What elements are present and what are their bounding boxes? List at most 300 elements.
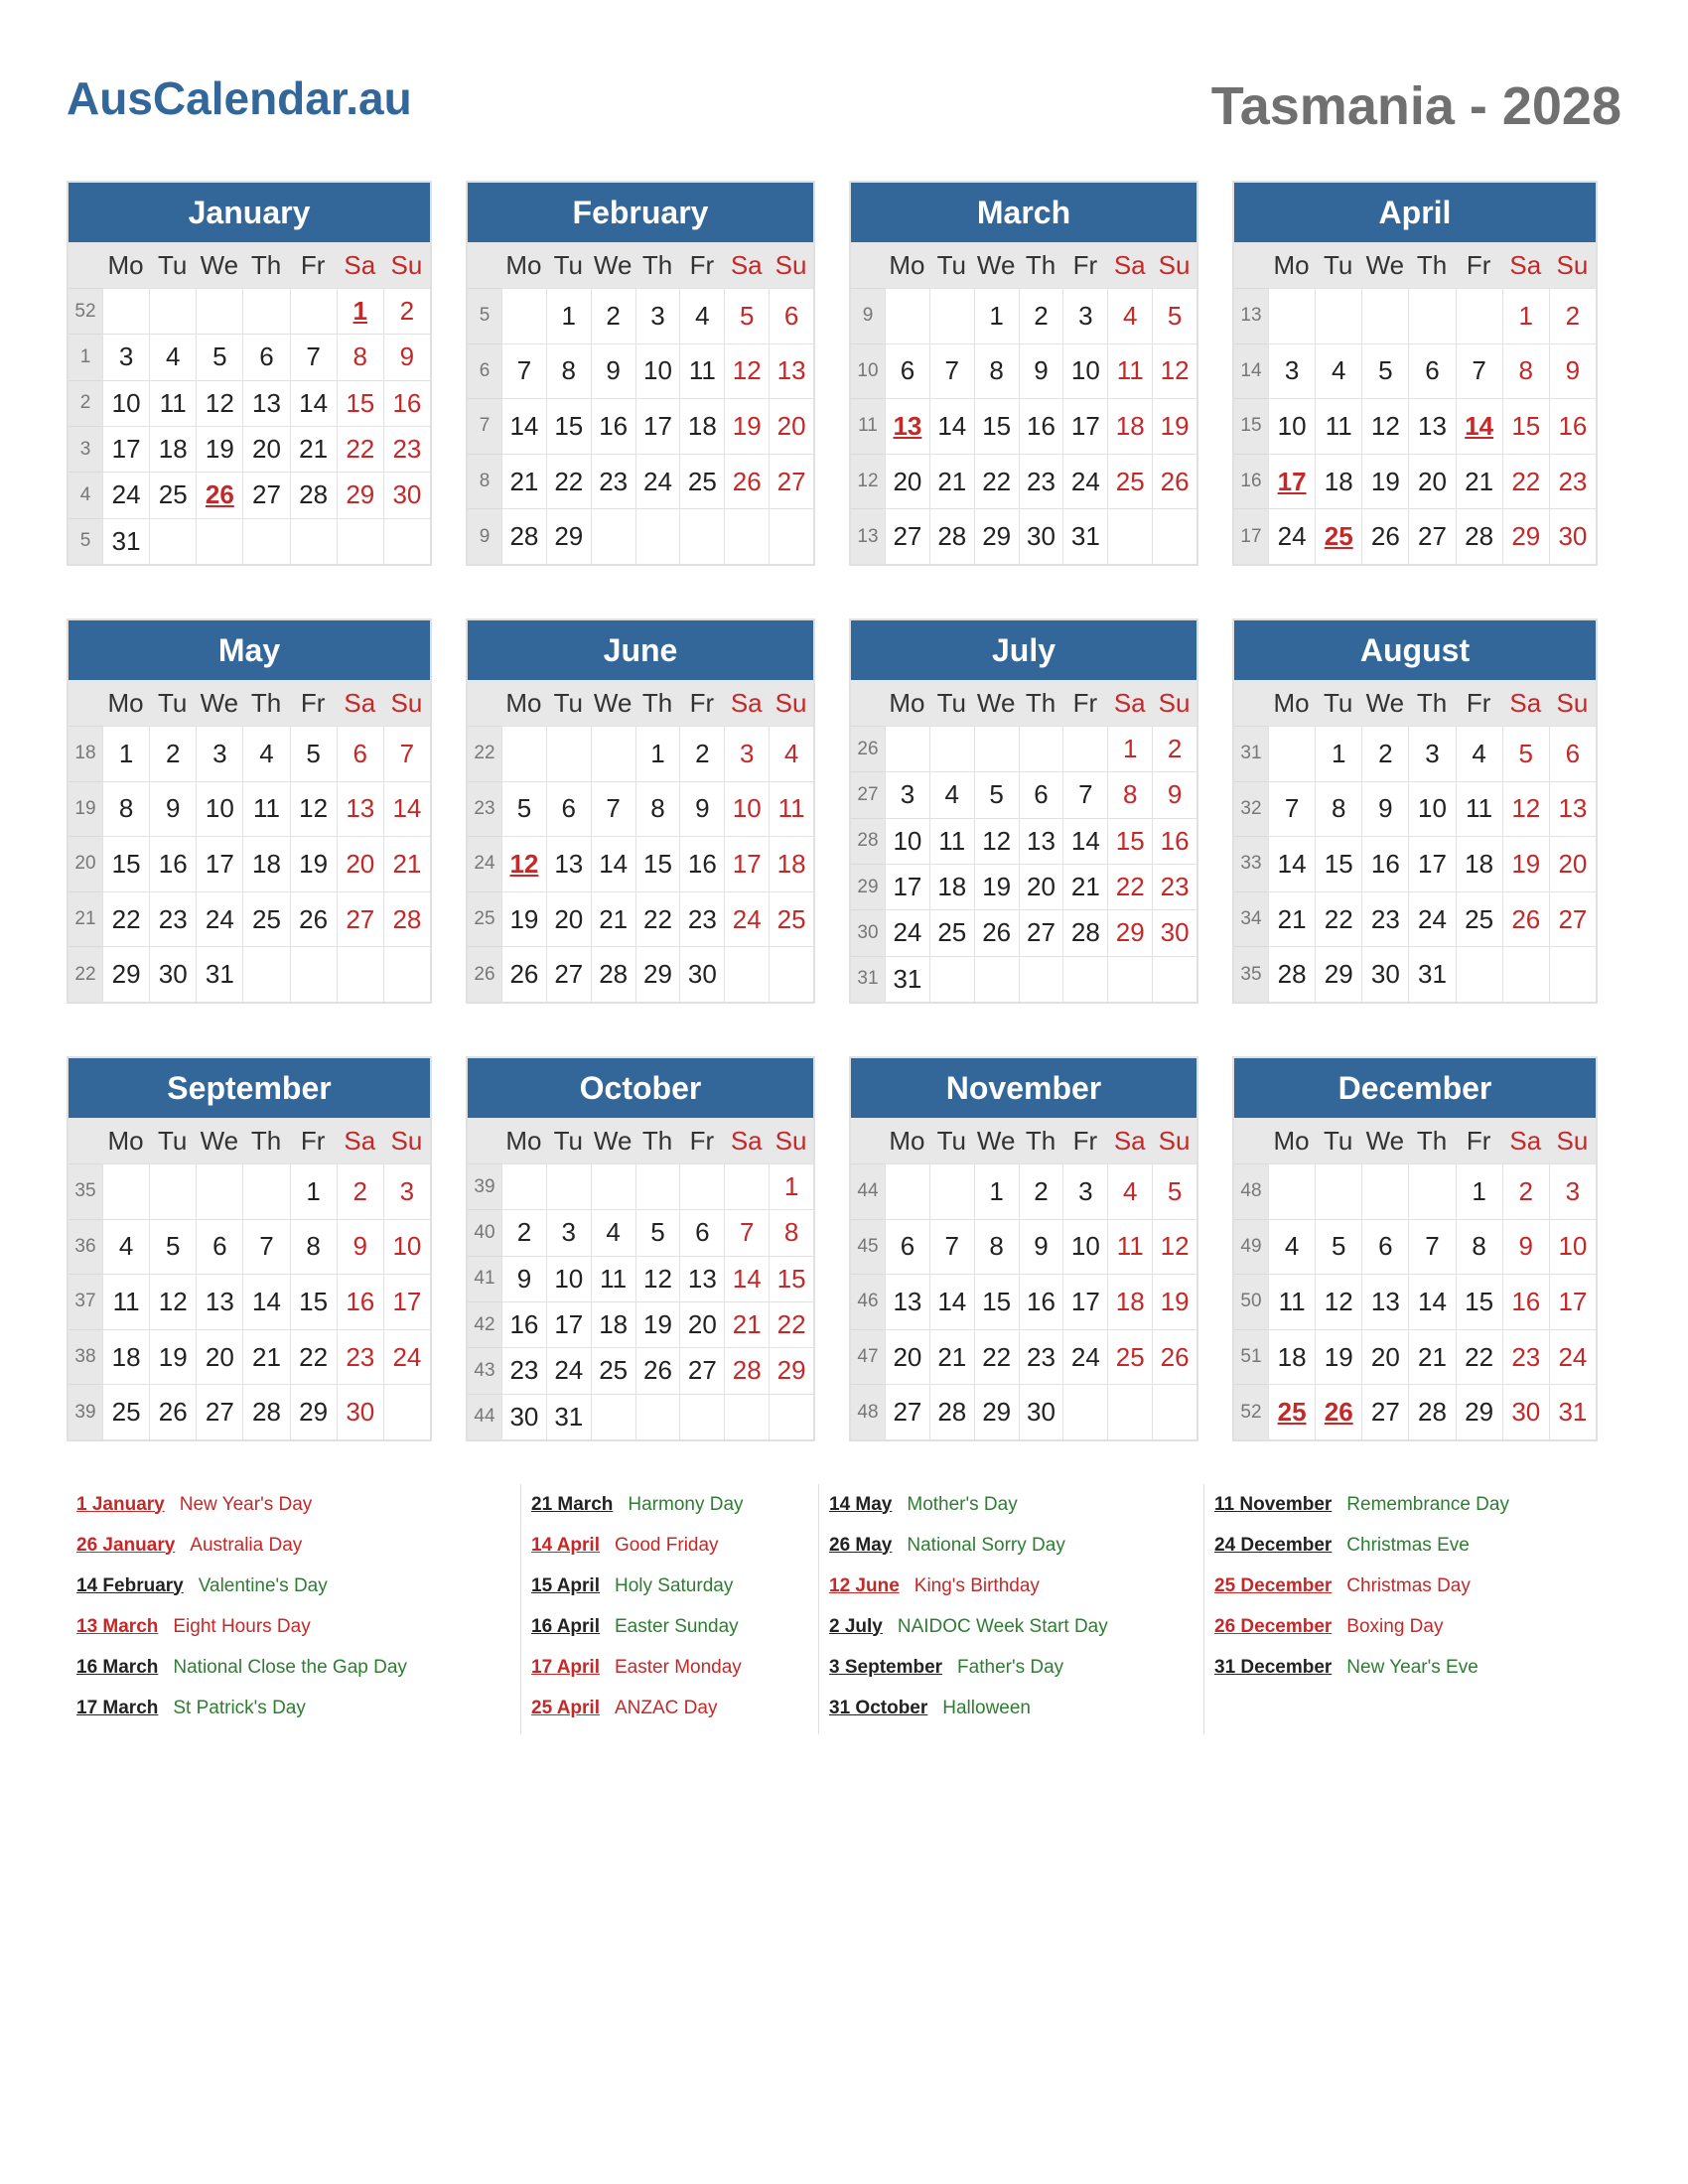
day-cell[interactable]: 21	[724, 1301, 769, 1347]
day-cell[interactable]: 30	[1152, 909, 1196, 955]
day-cell[interactable]: 25	[102, 1384, 149, 1439]
day-cell[interactable]: 27	[1019, 909, 1063, 955]
site-logo[interactable]: AusCalendar.au	[67, 72, 412, 124]
day-cell[interactable]: 15	[635, 836, 680, 891]
day-cell[interactable]: 18	[769, 836, 813, 891]
day-cell[interactable]: 8	[290, 1219, 337, 1275]
day-cell[interactable]: 22	[1315, 891, 1361, 947]
day-cell[interactable]: 15	[1502, 398, 1549, 454]
day-cell[interactable]: 2	[1019, 288, 1063, 343]
day-cell[interactable]: 14	[929, 398, 974, 454]
day-cell[interactable]: 16	[1019, 1274, 1063, 1329]
day-cell[interactable]: 14	[242, 1274, 289, 1329]
day-cell[interactable]: 11	[591, 1256, 635, 1301]
holiday-date-link[interactable]: 12 June	[829, 1574, 900, 1596]
day-cell[interactable]: 22	[290, 1329, 337, 1385]
day-cell[interactable]: 26	[1152, 454, 1196, 509]
day-cell[interactable]: 10	[724, 781, 769, 837]
day-cell[interactable]: 18	[149, 426, 196, 472]
day-cell[interactable]: 4	[149, 334, 196, 379]
day-cell[interactable]: 25	[769, 891, 813, 947]
day-cell[interactable]: 23	[1019, 454, 1063, 509]
day-cell[interactable]: 19	[974, 864, 1019, 909]
holiday-date-link[interactable]: 15 April	[531, 1574, 600, 1596]
day-cell[interactable]: 23	[1152, 864, 1196, 909]
day-cell[interactable]: 23	[591, 454, 635, 509]
day-cell[interactable]: 29	[1502, 508, 1549, 564]
day-cell[interactable]: 23	[1502, 1329, 1549, 1385]
day-cell[interactable]: 9	[1152, 771, 1196, 817]
day-cell[interactable]: 2	[1502, 1163, 1549, 1219]
day-cell[interactable]: 11	[102, 1274, 149, 1329]
day-cell[interactable]: 8	[337, 334, 383, 379]
day-cell[interactable]: 7	[1456, 343, 1502, 399]
day-cell[interactable]: 6	[679, 1209, 724, 1255]
day-cell[interactable]: 28	[242, 1384, 289, 1439]
day-cell[interactable]: 3	[1062, 288, 1107, 343]
day-cell[interactable]: 17	[102, 426, 149, 472]
holiday-date-link[interactable]: 26 December	[1214, 1615, 1333, 1637]
day-cell[interactable]: 19	[290, 836, 337, 891]
day-cell[interactable]: 1	[769, 1163, 813, 1209]
day-cell[interactable]: 21	[501, 454, 546, 509]
day-cell[interactable]: 14	[290, 380, 337, 426]
day-cell[interactable]: 10	[635, 343, 680, 399]
day-cell[interactable]: 21	[1456, 454, 1502, 509]
day-cell[interactable]: 12	[149, 1274, 196, 1329]
day-cell[interactable]: 5	[149, 1219, 196, 1275]
day-cell[interactable]: 6	[885, 1219, 929, 1275]
day-cell[interactable]: 31	[1549, 1384, 1596, 1439]
day-cell[interactable]: 9	[501, 1256, 546, 1301]
day-cell[interactable]: 26	[1152, 1329, 1196, 1385]
day-cell[interactable]: 11	[1315, 398, 1361, 454]
day-cell[interactable]: 9	[1019, 343, 1063, 399]
day-cell[interactable]: 12	[635, 1256, 680, 1301]
day-cell[interactable]: 20	[1361, 1329, 1408, 1385]
day-cell[interactable]: 11	[1456, 781, 1502, 837]
day-cell[interactable]: 12	[1152, 1219, 1196, 1275]
day-cell[interactable]: 28	[929, 508, 974, 564]
day-cell[interactable]: 18	[1107, 398, 1152, 454]
day-cell[interactable]: 17	[1062, 1274, 1107, 1329]
day-cell[interactable]: 6	[546, 781, 591, 837]
day-cell[interactable]: 6	[1549, 726, 1596, 781]
day-cell[interactable]: 17	[196, 836, 242, 891]
day-cell[interactable]: 25	[1268, 1384, 1315, 1439]
day-cell[interactable]: 11	[1268, 1274, 1315, 1329]
day-cell[interactable]: 29	[337, 472, 383, 517]
day-cell[interactable]: 4	[1268, 1219, 1315, 1275]
holiday-date-link[interactable]: 24 December	[1214, 1534, 1333, 1556]
day-cell[interactable]: 2	[1019, 1163, 1063, 1219]
day-cell[interactable]: 3	[383, 1163, 430, 1219]
day-cell[interactable]: 23	[337, 1329, 383, 1385]
day-cell[interactable]: 18	[591, 1301, 635, 1347]
day-cell[interactable]: 30	[1361, 946, 1408, 1002]
day-cell[interactable]: 29	[769, 1347, 813, 1393]
day-cell[interactable]: 19	[501, 891, 546, 947]
day-cell[interactable]: 14	[1062, 818, 1107, 864]
day-cell[interactable]: 28	[290, 472, 337, 517]
day-cell[interactable]: 24	[724, 891, 769, 947]
day-cell[interactable]: 27	[546, 946, 591, 1002]
day-cell[interactable]: 26	[196, 472, 242, 517]
day-cell[interactable]: 30	[1549, 508, 1596, 564]
day-cell[interactable]: 8	[546, 343, 591, 399]
day-cell[interactable]: 31	[885, 956, 929, 1002]
day-cell[interactable]: 3	[635, 288, 680, 343]
day-cell[interactable]: 16	[591, 398, 635, 454]
day-cell[interactable]: 13	[885, 398, 929, 454]
day-cell[interactable]: 26	[724, 454, 769, 509]
day-cell[interactable]: 14	[724, 1256, 769, 1301]
day-cell[interactable]: 1	[290, 1163, 337, 1219]
day-cell[interactable]: 9	[1549, 343, 1596, 399]
day-cell[interactable]: 16	[1502, 1274, 1549, 1329]
day-cell[interactable]: 30	[337, 1384, 383, 1439]
day-cell[interactable]: 7	[591, 781, 635, 837]
day-cell[interactable]: 16	[383, 380, 430, 426]
day-cell[interactable]: 20	[885, 454, 929, 509]
day-cell[interactable]: 30	[383, 472, 430, 517]
day-cell[interactable]: 6	[885, 343, 929, 399]
day-cell[interactable]: 15	[1107, 818, 1152, 864]
day-cell[interactable]: 14	[591, 836, 635, 891]
day-cell[interactable]: 9	[1019, 1219, 1063, 1275]
day-cell[interactable]: 3	[102, 334, 149, 379]
day-cell[interactable]: 17	[885, 864, 929, 909]
day-cell[interactable]: 18	[1456, 836, 1502, 891]
day-cell[interactable]: 6	[242, 334, 289, 379]
day-cell[interactable]: 16	[1019, 398, 1063, 454]
day-cell[interactable]: 30	[501, 1394, 546, 1439]
day-cell[interactable]: 4	[242, 726, 289, 781]
day-cell[interactable]: 20	[1019, 864, 1063, 909]
day-cell[interactable]: 22	[635, 891, 680, 947]
day-cell[interactable]: 18	[679, 398, 724, 454]
day-cell[interactable]: 17	[1408, 836, 1455, 891]
holiday-date-link[interactable]: 2 July	[829, 1615, 883, 1637]
day-cell[interactable]: 30	[679, 946, 724, 1002]
day-cell[interactable]: 3	[1062, 1163, 1107, 1219]
day-cell[interactable]: 7	[290, 334, 337, 379]
day-cell[interactable]: 12	[1152, 343, 1196, 399]
day-cell[interactable]: 1	[974, 288, 1019, 343]
day-cell[interactable]: 10	[885, 818, 929, 864]
holiday-date-link[interactable]: 17 April	[531, 1656, 600, 1678]
day-cell[interactable]: 27	[1361, 1384, 1408, 1439]
day-cell[interactable]: 8	[1107, 771, 1152, 817]
holiday-date-link[interactable]: 13 March	[76, 1615, 159, 1637]
day-cell[interactable]: 24	[885, 909, 929, 955]
day-cell[interactable]: 20	[546, 891, 591, 947]
day-cell[interactable]: 11	[769, 781, 813, 837]
day-cell[interactable]: 19	[724, 398, 769, 454]
day-cell[interactable]: 2	[1361, 726, 1408, 781]
day-cell[interactable]: 6	[1408, 343, 1455, 399]
day-cell[interactable]: 17	[546, 1301, 591, 1347]
day-cell[interactable]: 11	[242, 781, 289, 837]
day-cell[interactable]: 4	[102, 1219, 149, 1275]
day-cell[interactable]: 28	[501, 508, 546, 564]
day-cell[interactable]: 1	[1456, 1163, 1502, 1219]
day-cell[interactable]: 12	[724, 343, 769, 399]
day-cell[interactable]: 11	[1107, 1219, 1152, 1275]
day-cell[interactable]: 20	[679, 1301, 724, 1347]
holiday-date-link[interactable]: 14 February	[76, 1574, 184, 1596]
day-cell[interactable]: 31	[1062, 508, 1107, 564]
holiday-date-link[interactable]: 25 December	[1214, 1574, 1333, 1596]
day-cell[interactable]: 10	[1549, 1219, 1596, 1275]
holiday-date-link[interactable]: 1 January	[76, 1493, 165, 1515]
day-cell[interactable]: 27	[885, 508, 929, 564]
day-cell[interactable]: 5	[1315, 1219, 1361, 1275]
day-cell[interactable]: 19	[1361, 454, 1408, 509]
day-cell[interactable]: 28	[383, 891, 430, 947]
day-cell[interactable]: 23	[1361, 891, 1408, 947]
day-cell[interactable]: 7	[1268, 781, 1315, 837]
day-cell[interactable]: 17	[1268, 454, 1315, 509]
day-cell[interactable]: 24	[1408, 891, 1455, 947]
day-cell[interactable]: 8	[1456, 1219, 1502, 1275]
holiday-date-link[interactable]: 26 January	[76, 1534, 176, 1556]
day-cell[interactable]: 22	[974, 454, 1019, 509]
day-cell[interactable]: 15	[974, 1274, 1019, 1329]
day-cell[interactable]: 7	[929, 1219, 974, 1275]
day-cell[interactable]: 18	[929, 864, 974, 909]
day-cell[interactable]: 22	[1502, 454, 1549, 509]
day-cell[interactable]: 29	[974, 1384, 1019, 1439]
day-cell[interactable]: 10	[1408, 781, 1455, 837]
day-cell[interactable]: 10	[383, 1219, 430, 1275]
day-cell[interactable]: 26	[1315, 1384, 1361, 1439]
day-cell[interactable]: 23	[1549, 454, 1596, 509]
day-cell[interactable]: 10	[1268, 398, 1315, 454]
day-cell[interactable]: 10	[1062, 1219, 1107, 1275]
day-cell[interactable]: 25	[929, 909, 974, 955]
day-cell[interactable]: 5	[635, 1209, 680, 1255]
day-cell[interactable]: 16	[337, 1274, 383, 1329]
day-cell[interactable]: 30	[149, 946, 196, 1002]
day-cell[interactable]: 26	[501, 946, 546, 1002]
day-cell[interactable]: 28	[929, 1384, 974, 1439]
day-cell[interactable]: 1	[546, 288, 591, 343]
day-cell[interactable]: 9	[1502, 1219, 1549, 1275]
day-cell[interactable]: 13	[337, 781, 383, 837]
day-cell[interactable]: 1	[974, 1163, 1019, 1219]
day-cell[interactable]: 2	[679, 726, 724, 781]
day-cell[interactable]: 13	[1019, 818, 1063, 864]
day-cell[interactable]: 7	[242, 1219, 289, 1275]
day-cell[interactable]: 2	[337, 1163, 383, 1219]
day-cell[interactable]: 15	[102, 836, 149, 891]
day-cell[interactable]: 19	[1315, 1329, 1361, 1385]
day-cell[interactable]: 7	[1062, 771, 1107, 817]
day-cell[interactable]: 19	[149, 1329, 196, 1385]
day-cell[interactable]: 20	[885, 1329, 929, 1385]
day-cell[interactable]: 8	[1315, 781, 1361, 837]
day-cell[interactable]: 26	[149, 1384, 196, 1439]
day-cell[interactable]: 1	[337, 288, 383, 334]
day-cell[interactable]: 26	[1361, 508, 1408, 564]
day-cell[interactable]: 13	[242, 380, 289, 426]
day-cell[interactable]: 6	[1361, 1219, 1408, 1275]
day-cell[interactable]: 12	[974, 818, 1019, 864]
day-cell[interactable]: 5	[1152, 1163, 1196, 1219]
day-cell[interactable]: 27	[1408, 508, 1455, 564]
day-cell[interactable]: 8	[102, 781, 149, 837]
day-cell[interactable]: 27	[885, 1384, 929, 1439]
day-cell[interactable]: 2	[149, 726, 196, 781]
day-cell[interactable]: 12	[1361, 398, 1408, 454]
day-cell[interactable]: 21	[242, 1329, 289, 1385]
day-cell[interactable]: 28	[591, 946, 635, 1002]
day-cell[interactable]: 20	[337, 836, 383, 891]
day-cell[interactable]: 17	[1549, 1274, 1596, 1329]
day-cell[interactable]: 4	[1456, 726, 1502, 781]
day-cell[interactable]: 13	[1549, 781, 1596, 837]
day-cell[interactable]: 13	[885, 1274, 929, 1329]
day-cell[interactable]: 22	[546, 454, 591, 509]
day-cell[interactable]: 21	[383, 836, 430, 891]
day-cell[interactable]: 24	[383, 1329, 430, 1385]
day-cell[interactable]: 4	[679, 288, 724, 343]
day-cell[interactable]: 26	[635, 1347, 680, 1393]
day-cell[interactable]: 1	[635, 726, 680, 781]
day-cell[interactable]: 25	[679, 454, 724, 509]
day-cell[interactable]: 30	[1019, 1384, 1063, 1439]
day-cell[interactable]: 3	[1408, 726, 1455, 781]
day-cell[interactable]: 27	[1549, 891, 1596, 947]
day-cell[interactable]: 27	[337, 891, 383, 947]
day-cell[interactable]: 19	[196, 426, 242, 472]
day-cell[interactable]: 2	[1549, 288, 1596, 343]
day-cell[interactable]: 17	[635, 398, 680, 454]
day-cell[interactable]: 1	[1315, 726, 1361, 781]
day-cell[interactable]: 8	[974, 343, 1019, 399]
day-cell[interactable]: 21	[1062, 864, 1107, 909]
day-cell[interactable]: 16	[679, 836, 724, 891]
day-cell[interactable]: 5	[1152, 288, 1196, 343]
day-cell[interactable]: 15	[290, 1274, 337, 1329]
holiday-date-link[interactable]: 14 May	[829, 1493, 893, 1515]
day-cell[interactable]: 9	[383, 334, 430, 379]
day-cell[interactable]: 29	[546, 508, 591, 564]
day-cell[interactable]: 29	[1456, 1384, 1502, 1439]
day-cell[interactable]: 30	[1019, 508, 1063, 564]
day-cell[interactable]: 6	[337, 726, 383, 781]
day-cell[interactable]: 29	[974, 508, 1019, 564]
day-cell[interactable]: 24	[196, 891, 242, 947]
day-cell[interactable]: 1	[102, 726, 149, 781]
day-cell[interactable]: 16	[1549, 398, 1596, 454]
holiday-date-link[interactable]: 26 May	[829, 1534, 893, 1556]
day-cell[interactable]: 28	[1408, 1384, 1455, 1439]
day-cell[interactable]: 11	[929, 818, 974, 864]
day-cell[interactable]: 7	[724, 1209, 769, 1255]
day-cell[interactable]: 13	[196, 1274, 242, 1329]
day-cell[interactable]: 2	[501, 1209, 546, 1255]
day-cell[interactable]: 10	[546, 1256, 591, 1301]
day-cell[interactable]: 12	[290, 781, 337, 837]
holiday-date-link[interactable]: 31 December	[1214, 1656, 1333, 1678]
day-cell[interactable]: 12	[1315, 1274, 1361, 1329]
day-cell[interactable]: 25	[1456, 891, 1502, 947]
day-cell[interactable]: 8	[769, 1209, 813, 1255]
day-cell[interactable]: 22	[1456, 1329, 1502, 1385]
day-cell[interactable]: 12	[501, 836, 546, 891]
day-cell[interactable]: 7	[1408, 1219, 1455, 1275]
holiday-date-link[interactable]: 31 October	[829, 1697, 928, 1718]
day-cell[interactable]: 26	[290, 891, 337, 947]
day-cell[interactable]: 12	[1502, 781, 1549, 837]
day-cell[interactable]: 9	[1361, 781, 1408, 837]
day-cell[interactable]: 10	[102, 380, 149, 426]
day-cell[interactable]: 6	[1019, 771, 1063, 817]
day-cell[interactable]: 2	[1152, 726, 1196, 771]
day-cell[interactable]: 3	[546, 1209, 591, 1255]
day-cell[interactable]: 11	[679, 343, 724, 399]
day-cell[interactable]: 24	[546, 1347, 591, 1393]
day-cell[interactable]: 19	[1502, 836, 1549, 891]
day-cell[interactable]: 4	[929, 771, 974, 817]
day-cell[interactable]: 26	[1502, 891, 1549, 947]
day-cell[interactable]: 21	[929, 1329, 974, 1385]
day-cell[interactable]: 29	[1315, 946, 1361, 1002]
holiday-date-link[interactable]: 16 April	[531, 1615, 600, 1637]
day-cell[interactable]: 10	[1062, 343, 1107, 399]
day-cell[interactable]: 27	[769, 454, 813, 509]
day-cell[interactable]: 29	[290, 1384, 337, 1439]
day-cell[interactable]: 3	[1268, 343, 1315, 399]
day-cell[interactable]: 8	[974, 1219, 1019, 1275]
day-cell[interactable]: 31	[102, 518, 149, 564]
day-cell[interactable]: 25	[1107, 1329, 1152, 1385]
day-cell[interactable]: 30	[1502, 1384, 1549, 1439]
day-cell[interactable]: 29	[1107, 909, 1152, 955]
day-cell[interactable]: 23	[383, 426, 430, 472]
day-cell[interactable]: 27	[196, 1384, 242, 1439]
day-cell[interactable]: 4	[1315, 343, 1361, 399]
day-cell[interactable]: 23	[149, 891, 196, 947]
day-cell[interactable]: 21	[1408, 1329, 1455, 1385]
holiday-date-link[interactable]: 17 March	[76, 1697, 159, 1718]
day-cell[interactable]: 3	[1549, 1163, 1596, 1219]
day-cell[interactable]: 14	[1268, 836, 1315, 891]
day-cell[interactable]: 16	[149, 836, 196, 891]
day-cell[interactable]: 4	[1107, 288, 1152, 343]
day-cell[interactable]: 17	[1062, 398, 1107, 454]
day-cell[interactable]: 2	[383, 288, 430, 334]
day-cell[interactable]: 19	[635, 1301, 680, 1347]
day-cell[interactable]: 28	[1062, 909, 1107, 955]
day-cell[interactable]: 20	[1408, 454, 1455, 509]
day-cell[interactable]: 31	[196, 946, 242, 1002]
day-cell[interactable]: 21	[1268, 891, 1315, 947]
day-cell[interactable]: 8	[1502, 343, 1549, 399]
day-cell[interactable]: 28	[1456, 508, 1502, 564]
day-cell[interactable]: 15	[1315, 836, 1361, 891]
day-cell[interactable]: 6	[769, 288, 813, 343]
day-cell[interactable]: 5	[501, 781, 546, 837]
day-cell[interactable]: 23	[679, 891, 724, 947]
day-cell[interactable]: 9	[337, 1219, 383, 1275]
day-cell[interactable]: 28	[1268, 946, 1315, 1002]
day-cell[interactable]: 12	[196, 380, 242, 426]
day-cell[interactable]: 13	[546, 836, 591, 891]
day-cell[interactable]: 25	[149, 472, 196, 517]
